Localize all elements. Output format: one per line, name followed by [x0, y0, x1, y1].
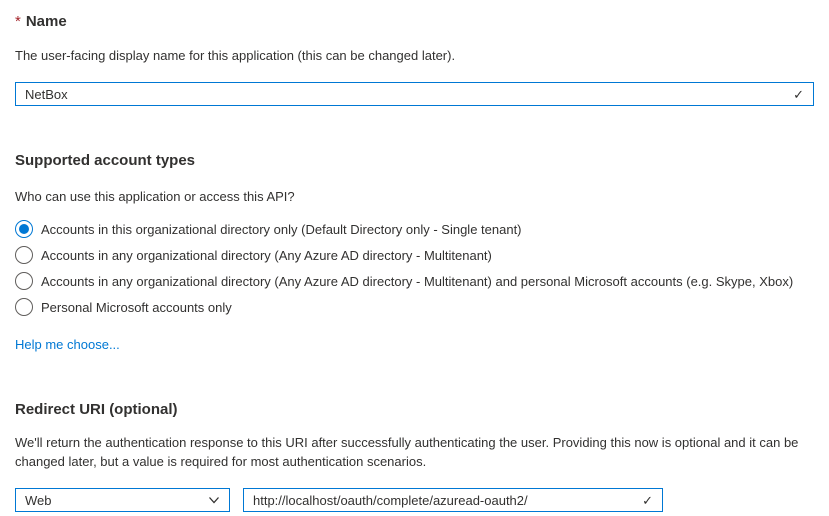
account-type-option-multitenant-personal[interactable] [15, 268, 814, 294]
account-type-label: Accounts in any organizational directory (Any Azure AD directory - Multitenant) [41, 247, 492, 263]
checkmark-icon: ✓ [642, 492, 653, 508]
redirect-uri-input-value: http://localhost/oauth/complete/azuread-oauth2/ [253, 492, 528, 508]
account-type-radio[interactable] [15, 220, 33, 238]
account-type-label: Accounts in any organizational directory (Any Azure AD directory - Multitenant) and personal Microsoft accounts (e.g. Skype, Xbox) [41, 273, 794, 289]
name-input[interactable] [15, 82, 814, 106]
account-type-label: Accounts in this organizational directory only (Default Directory only - Single tenant) [41, 221, 522, 237]
redirect-uri-description: We'll return the authentication response to this URI after successfully authenticating the user. Providing this now is optional and it can be changed later, but a value is required for most authentication scenarios. [15, 435, 799, 469]
chevron-down-icon [208, 494, 220, 506]
account-type-option-personal-only[interactable] [15, 294, 814, 320]
help-me-choose-link[interactable]: Help me choose... [15, 337, 120, 352]
account-types-question: Who can use this application or access this API? [15, 189, 295, 204]
account-type-option-single-tenant[interactable] [15, 216, 814, 242]
redirect-uri-input[interactable] [243, 488, 663, 512]
platform-select[interactable] [15, 488, 230, 512]
account-types-section-title: Supported account types [15, 152, 196, 169]
account-type-radio[interactable] [15, 298, 33, 316]
platform-select-value: Web [25, 492, 52, 508]
redirect-uri-row [15, 488, 814, 512]
account-type-radio[interactable] [15, 272, 33, 290]
name-description: The user-facing display name for this application (this can be changed later). [15, 48, 456, 63]
account-types-radio-group [15, 216, 814, 320]
account-type-label: Personal Microsoft accounts only [41, 299, 232, 315]
name-input-value: NetBox [25, 86, 68, 102]
name-title-text: Name [25, 13, 67, 30]
redirect-uri-section-title: Redirect URI (optional) [15, 401, 178, 418]
account-type-radio[interactable] [15, 246, 33, 264]
name-section-title [15, 12, 814, 32]
account-type-option-multitenant[interactable] [15, 242, 814, 268]
required-asterisk: * [15, 13, 21, 30]
checkmark-icon: ✓ [793, 86, 804, 102]
